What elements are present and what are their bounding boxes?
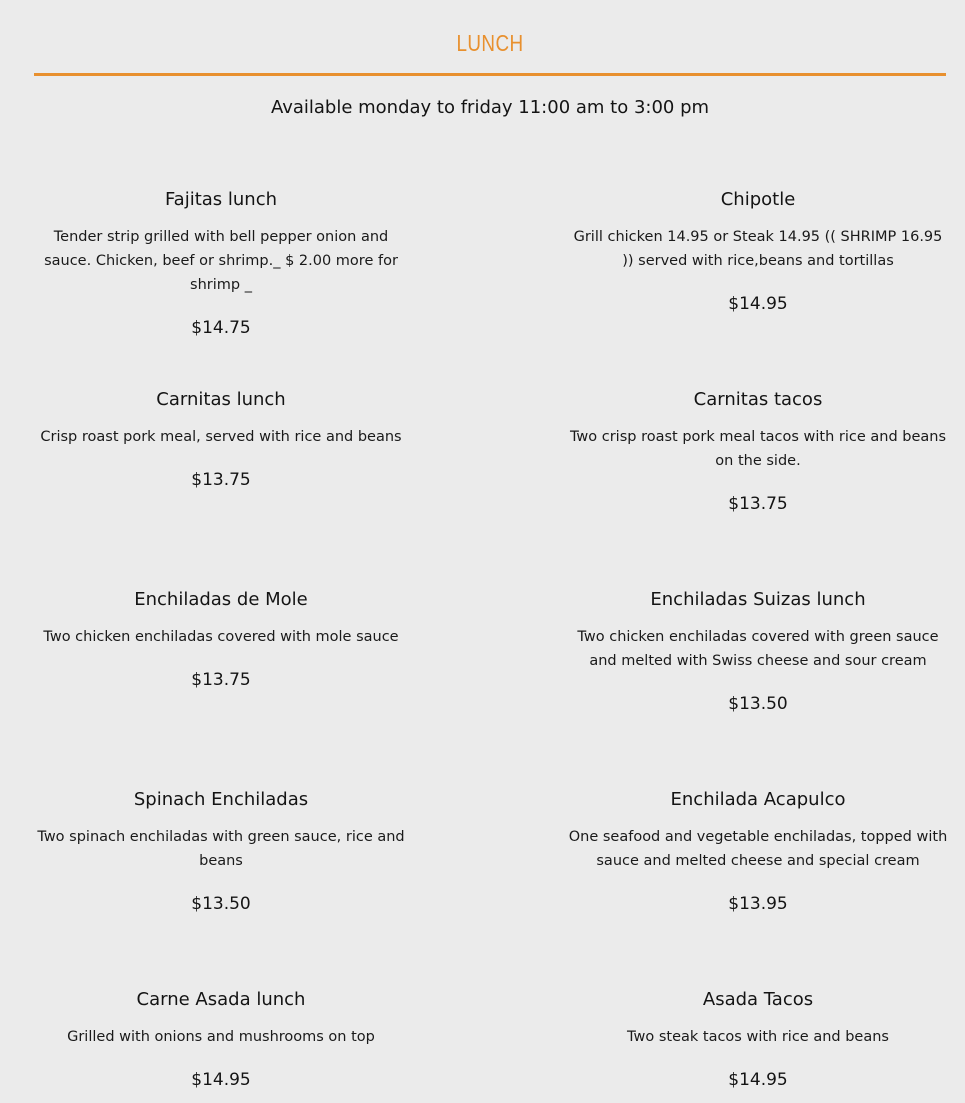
menu-item bbox=[31, 387, 411, 492]
item-price: $14.95 bbox=[191, 1070, 251, 1090]
menu-item bbox=[31, 987, 411, 1092]
item-description: Grilled with onions and mushrooms on top bbox=[67, 1029, 375, 1045]
item-price: $13.75 bbox=[191, 670, 251, 690]
item-name: Enchiladas Suizas lunch bbox=[650, 589, 866, 610]
menu-item bbox=[568, 787, 948, 916]
item-name: Asada Tacos bbox=[702, 989, 814, 1010]
menu-item bbox=[31, 787, 411, 916]
menu-item bbox=[568, 187, 948, 316]
item-name: Enchiladas de Mole bbox=[134, 589, 308, 610]
item-description: Tender strip grilled with bell pepper onion and sauce. Chicken, beef or shrimp._ $ 2.00 more for shrimp _ bbox=[44, 229, 398, 293]
item-description: Crisp roast pork meal, served with rice and beans bbox=[40, 429, 402, 445]
menu-item bbox=[568, 587, 948, 716]
item-name: Fajitas lunch bbox=[164, 189, 278, 210]
item-name: Carnitas tacos bbox=[693, 389, 823, 410]
title-divider bbox=[34, 73, 946, 76]
item-description: Two chicken enchiladas covered with mole sauce bbox=[43, 629, 399, 645]
item-name: Chipotle bbox=[720, 189, 796, 210]
menu-item bbox=[31, 587, 411, 692]
item-description: One seafood and vegetable enchiladas, topped with sauce and melted cheese and special cream bbox=[568, 829, 948, 869]
availability-note: Available monday to friday 11:00 am to 3:00 pm bbox=[270, 97, 710, 118]
item-description: Grill chicken 14.95 or Steak 14.95 (( SHRIMP 16.95 )) served with rice,beans and tortillas bbox=[573, 229, 943, 269]
item-description: Two steak tacos with rice and beans bbox=[627, 1029, 889, 1045]
item-price: $14.95 bbox=[728, 294, 788, 314]
item-price: $13.50 bbox=[191, 894, 251, 914]
item-name: Spinach Enchiladas bbox=[133, 789, 309, 810]
item-name: Enchilada Acapulco bbox=[670, 789, 846, 810]
item-description: Two spinach enchiladas with green sauce, rice and beans bbox=[37, 829, 405, 869]
item-price: $13.75 bbox=[728, 494, 788, 514]
menu-item bbox=[31, 187, 411, 340]
item-price: $13.50 bbox=[728, 694, 788, 714]
item-price: $14.75 bbox=[191, 318, 251, 338]
section-title: LUNCH bbox=[456, 30, 524, 56]
item-price: $14.95 bbox=[728, 1070, 788, 1090]
menu-item bbox=[568, 387, 948, 516]
item-description: Two crisp roast pork meal tacos with rice and beans on the side. bbox=[569, 429, 947, 469]
item-price: $13.95 bbox=[728, 894, 788, 914]
item-name: Carne Asada lunch bbox=[136, 989, 306, 1010]
item-name: Carnitas lunch bbox=[156, 389, 286, 410]
item-price: $13.75 bbox=[191, 470, 251, 490]
item-description: Two chicken enchiladas covered with green sauce and melted with Swiss cheese and sour cream bbox=[577, 629, 939, 669]
menu-item bbox=[568, 987, 948, 1092]
